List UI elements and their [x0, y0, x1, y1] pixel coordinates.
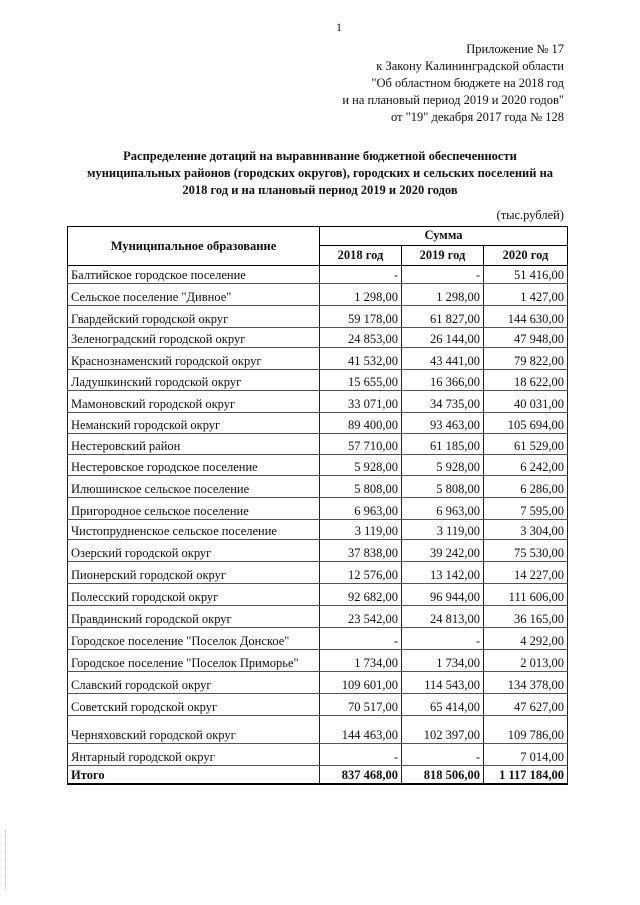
margin-mark: [5, 830, 7, 890]
cell-amount-2018: 70 517,00: [320, 694, 402, 716]
table-row: [68, 498, 568, 520]
header-year-2019: 2019 год: [402, 245, 484, 265]
table-row: [68, 284, 568, 306]
cell-amount-2018: 6 963,00: [320, 498, 402, 520]
table-row: [68, 370, 568, 391]
cell-municipality: Чистопрудненское сельское поселение: [68, 520, 320, 540]
total-amount-2019: 818 506,00: [402, 766, 484, 784]
appendix-block: [264, 41, 564, 126]
cell-amount-2018: -: [320, 266, 402, 284]
cell-amount-2018: 33 071,00: [320, 391, 402, 413]
cell-amount-2019: 61 827,00: [402, 306, 484, 328]
cell-amount-2018: 92 682,00: [320, 584, 402, 606]
cell-amount-2019: -: [402, 744, 484, 766]
cell-municipality: Озерский городской округ: [68, 540, 320, 562]
header-municipality: Муниципальное образование: [68, 227, 320, 266]
cell-amount-2018: 57 710,00: [320, 434, 402, 455]
cell-amount-2018: 5 808,00: [320, 476, 402, 498]
cell-municipality: Мамоновский городской округ: [68, 391, 320, 413]
cell-amount-2018: -: [320, 628, 402, 650]
table-row: [68, 650, 568, 672]
cell-amount-2020: 51 416,00: [484, 266, 568, 284]
table-row: [68, 266, 568, 284]
cell-amount-2019: 6 963,00: [402, 498, 484, 520]
cell-amount-2019: 61 185,00: [402, 434, 484, 455]
table-row: [68, 455, 568, 476]
table-row: [68, 628, 568, 650]
table-row: [68, 413, 568, 434]
table-row: [68, 306, 568, 328]
cell-municipality: Гвардейский городской округ: [68, 306, 320, 328]
cell-amount-2018: 1 298,00: [320, 284, 402, 306]
cell-amount-2018: 5 928,00: [320, 455, 402, 476]
cell-amount-2019: 16 366,00: [402, 370, 484, 391]
table-row: [68, 562, 568, 584]
cell-amount-2019: 5 808,00: [402, 476, 484, 498]
cell-amount-2020: 6 286,00: [484, 476, 568, 498]
cell-amount-2018: 3 119,00: [320, 520, 402, 540]
table-row: [68, 476, 568, 498]
table-row: [68, 716, 568, 744]
cell-amount-2018: 59 178,00: [320, 306, 402, 328]
appendix-line: и на плановый период 2019 и 2020 годов": [342, 93, 564, 107]
cell-amount-2020: 40 031,00: [484, 391, 568, 413]
cell-amount-2020: 47 948,00: [484, 328, 568, 348]
total-amount-2020: 1 117 184,00: [484, 766, 568, 784]
cell-amount-2020: 36 165,00: [484, 606, 568, 628]
cell-amount-2020: 3 304,00: [484, 520, 568, 540]
subsidies-table: [67, 226, 568, 785]
cell-amount-2020: 111 606,00: [484, 584, 568, 606]
total-amount-2018: 837 468,00: [320, 766, 402, 784]
cell-amount-2019: 96 944,00: [402, 584, 484, 606]
cell-amount-2019: 1 298,00: [402, 284, 484, 306]
title-line: Распределение дотаций на выравнивание бюджетной обеспеченности: [123, 149, 517, 163]
cell-amount-2020: 79 822,00: [484, 348, 568, 370]
cell-amount-2018: 41 532,00: [320, 348, 402, 370]
cell-amount-2019: 39 242,00: [402, 540, 484, 562]
cell-amount-2020: 14 227,00: [484, 562, 568, 584]
cell-municipality: Нестеровский район: [68, 434, 320, 455]
table-row: [68, 520, 568, 540]
cell-municipality: Пионерский городской округ: [68, 562, 320, 584]
cell-amount-2019: 43 441,00: [402, 348, 484, 370]
cell-amount-2018: 23 542,00: [320, 606, 402, 628]
cell-amount-2019: 93 463,00: [402, 413, 484, 434]
cell-amount-2019: 5 928,00: [402, 455, 484, 476]
appendix-line: к Закону Калининградской области: [376, 59, 564, 73]
cell-amount-2020: 105 694,00: [484, 413, 568, 434]
table-row: [68, 391, 568, 413]
table-row: [68, 672, 568, 694]
cell-amount-2020: 6 242,00: [484, 455, 568, 476]
document-title: [60, 148, 580, 199]
total-row: [68, 766, 568, 784]
cell-amount-2018: 109 601,00: [320, 672, 402, 694]
cell-amount-2018: 89 400,00: [320, 413, 402, 434]
cell-amount-2019: 13 142,00: [402, 562, 484, 584]
header-year-2018: 2018 год: [320, 245, 402, 265]
cell-amount-2020: 109 786,00: [484, 716, 568, 744]
title-line: 2018 год и на плановый период 2019 и 2020 годов: [182, 183, 458, 197]
cell-municipality: Илюшинское сельское поселение: [68, 476, 320, 498]
table-row: [68, 328, 568, 348]
appendix-line: "Об областном бюджете на 2018 год: [371, 76, 564, 90]
cell-amount-2020: 1 427,00: [484, 284, 568, 306]
cell-amount-2018: 144 463,00: [320, 716, 402, 744]
appendix-line: Приложение № 17: [466, 42, 564, 56]
table-row: [68, 606, 568, 628]
cell-amount-2020: 134 378,00: [484, 672, 568, 694]
cell-amount-2019: -: [402, 628, 484, 650]
header-sum: Сумма: [320, 227, 568, 246]
cell-amount-2019: 1 734,00: [402, 650, 484, 672]
cell-amount-2019: 102 397,00: [402, 716, 484, 744]
page-number: 1: [336, 20, 342, 34]
total-label: Итого: [68, 766, 320, 784]
cell-amount-2019: 3 119,00: [402, 520, 484, 540]
table-row: [68, 434, 568, 455]
cell-amount-2020: 7 014,00: [484, 744, 568, 766]
cell-municipality: Славский городской округ: [68, 672, 320, 694]
cell-municipality: Городское поселение "Поселок Донское": [68, 628, 320, 650]
table-row: [68, 540, 568, 562]
cell-amount-2019: 26 144,00: [402, 328, 484, 348]
cell-amount-2018: 1 734,00: [320, 650, 402, 672]
cell-municipality: Городское поселение "Поселок Приморье": [68, 650, 320, 672]
table-row: [68, 694, 568, 716]
cell-amount-2020: 2 013,00: [484, 650, 568, 672]
cell-amount-2019: -: [402, 266, 484, 284]
cell-municipality: Советский городской округ: [68, 694, 320, 716]
cell-amount-2019: 114 543,00: [402, 672, 484, 694]
unit-label: (тыс.рублей): [496, 208, 564, 222]
cell-amount-2018: -: [320, 744, 402, 766]
cell-amount-2020: 144 630,00: [484, 306, 568, 328]
cell-amount-2019: 65 414,00: [402, 694, 484, 716]
table-row: [68, 348, 568, 370]
cell-municipality: Полесский городской округ: [68, 584, 320, 606]
cell-amount-2020: 7 595,00: [484, 498, 568, 520]
table-row: [68, 584, 568, 606]
cell-municipality: Нестеровское городское поселение: [68, 455, 320, 476]
title-line: муниципальных районов (городских округов), городских и сельских поселений на: [86, 166, 554, 180]
cell-amount-2020: 18 622,00: [484, 370, 568, 391]
cell-amount-2020: 47 627,00: [484, 694, 568, 716]
cell-municipality: Зеленоградский городской округ: [68, 328, 320, 348]
cell-amount-2018: 12 576,00: [320, 562, 402, 584]
cell-amount-2020: 75 530,00: [484, 540, 568, 562]
cell-municipality: Неманский городской округ: [68, 413, 320, 434]
cell-municipality: Черняховский городской округ: [68, 716, 320, 744]
cell-municipality: Сельское поселение "Дивное": [68, 284, 320, 306]
table-body: [68, 266, 568, 784]
cell-amount-2018: 24 853,00: [320, 328, 402, 348]
cell-amount-2018: 37 838,00: [320, 540, 402, 562]
cell-municipality: Балтийское городское поселение: [68, 266, 320, 284]
cell-amount-2019: 24 813,00: [402, 606, 484, 628]
table-row: [68, 744, 568, 766]
cell-municipality: Янтарный городской округ: [68, 744, 320, 766]
header-year-2020: 2020 год: [484, 245, 568, 265]
cell-municipality: Краснознаменский городской округ: [68, 348, 320, 370]
cell-amount-2019: 34 735,00: [402, 391, 484, 413]
cell-amount-2020: 4 292,00: [484, 628, 568, 650]
cell-municipality: Ладушкинский городской округ: [68, 370, 320, 391]
cell-amount-2018: 15 655,00: [320, 370, 402, 391]
cell-amount-2020: 61 529,00: [484, 434, 568, 455]
appendix-line: от "19" декабря 2017 года № 128: [391, 110, 564, 124]
cell-municipality: Правдинский городской округ: [68, 606, 320, 628]
cell-municipality: Пригородное сельское поселение: [68, 498, 320, 520]
